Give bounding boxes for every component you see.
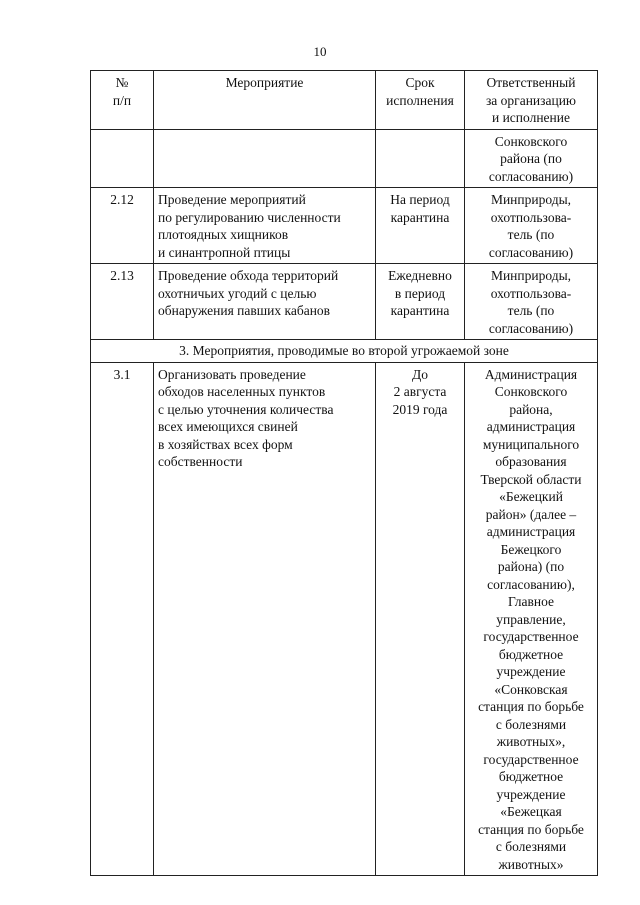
row-term xyxy=(376,129,465,188)
row-term: На период карантина xyxy=(376,188,465,264)
header-num: № п/п xyxy=(91,71,154,130)
row-term: До 2 августа 2019 года xyxy=(376,362,465,876)
row-num: 2.12 xyxy=(91,188,154,264)
row-responsible: Минприроды, охотпользова- тель (по согласованию) xyxy=(465,264,598,340)
row-event: Проведение обхода территорий охотничьих угодий с целью обнаружения павших кабанов xyxy=(154,264,376,340)
table-row xyxy=(91,362,598,876)
row-responsible: Администрация Сонковского района, администрация муниципального образования Тверской области «Бежецкий район» (далее – администрация Бежецкого района) (по согласованию), Главное управление, государственное бюджетное учреждение «Сонковская станция по борьбе с болезнями животных», государственное бюджетное учреждение «Бежецкая станция по борьбе с болезнями животных» xyxy=(465,362,598,876)
row-responsible: Сонковского района (по согласованию) xyxy=(465,129,598,188)
header-event: Мероприятие xyxy=(154,71,376,130)
page-number: 10 xyxy=(313,44,327,59)
row-responsible: Минприроды, охотпользова- тель (по согласованию) xyxy=(465,188,598,264)
table-row xyxy=(91,264,598,340)
measures-table xyxy=(90,70,598,876)
table-row xyxy=(91,188,598,264)
row-num: 3.1 xyxy=(91,362,154,876)
section-header-row xyxy=(91,340,598,363)
row-event xyxy=(154,129,376,188)
row-num xyxy=(91,129,154,188)
row-term: Ежедневно в период карантина xyxy=(376,264,465,340)
header-term: Срок исполнения xyxy=(376,71,465,130)
row-event: Организовать проведение обходов населенных пунктов с целью уточнения количества всех имеющихся свиней в хозяйствах всех форм собственности xyxy=(154,362,376,876)
header-responsible: Ответственный за организацию и исполнение xyxy=(465,71,598,130)
row-num: 2.13 xyxy=(91,264,154,340)
row-event: Проведение мероприятий по регулированию численности плотоядных хищников и синантропной птицы xyxy=(154,188,376,264)
table-header-row xyxy=(91,71,598,130)
table-row xyxy=(91,129,598,188)
section-title: 3. Мероприятия, проводимые во второй угрожаемой зоне xyxy=(91,340,598,363)
